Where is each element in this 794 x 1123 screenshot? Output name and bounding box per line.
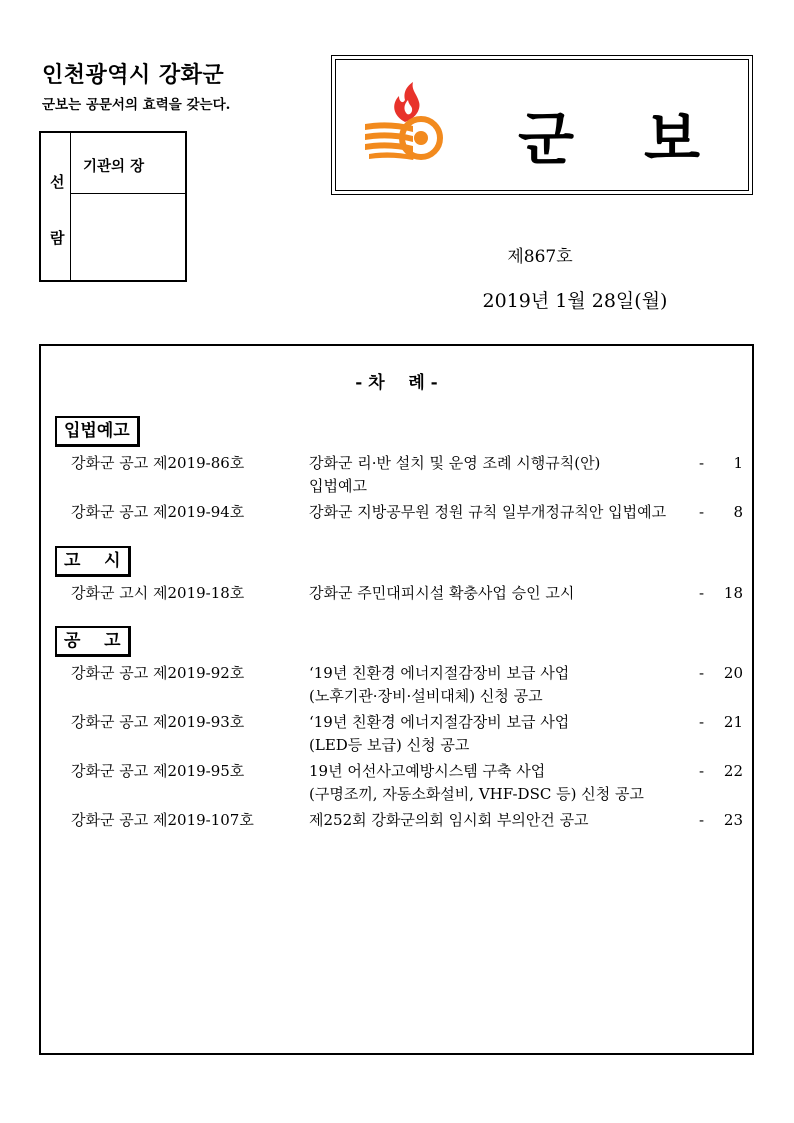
entry-title-line: 19년 어선사고예방시스템 구축 사업	[309, 762, 546, 780]
issue-number: 제867호	[507, 247, 573, 267]
toc-heading: - 차 례 -	[355, 373, 438, 393]
entry-title-line: ‘19년 친환경 에너지절감장비 보급 사업	[309, 664, 570, 682]
entry-number: 강화군 공고 제2019-94호	[71, 503, 245, 521]
entry-title-line: 강화군 주민대피시설 확충사업 승인 고시	[309, 584, 575, 602]
entry-page: 23	[723, 811, 743, 829]
entry-leader: -	[699, 584, 705, 602]
entry-number: 강화군 공고 제2019-107호	[71, 811, 254, 829]
entry-title-line: 강화군 지방공무원 정원 규칙 일부개정규칙안 입법예고	[309, 503, 667, 521]
entry-number: 강화군 고시 제2019-18호	[71, 584, 245, 602]
entry-leader: -	[699, 713, 705, 731]
entry-page: 1	[733, 454, 743, 472]
entry-title-line: 제252회 강화군의회 임시회 부의안건 공고	[309, 811, 589, 829]
review-label-2: 람	[50, 229, 65, 247]
entry-leader: -	[699, 664, 705, 682]
review-box	[39, 131, 187, 282]
entry-page: 8	[733, 503, 743, 521]
entry-number: 강화군 공고 제2019-93호	[71, 713, 245, 731]
review-box-divider	[70, 133, 71, 280]
entry-page: 22	[723, 762, 743, 780]
entry-title-line: (구명조끼, 자동소화설비, VHF-DSC 등) 신청 공고	[309, 785, 644, 803]
review-box-heading: 기관의 장	[83, 158, 145, 175]
entry-leader: -	[699, 454, 705, 472]
section-label: 입법예고	[55, 416, 140, 447]
banner-inner-frame	[335, 59, 771, 191]
entry-page: 18	[723, 584, 743, 602]
entry-title-line: 강화군 리·반 설치 및 운영 조례 시행규칙(안)	[309, 454, 601, 472]
entry-number: 강화군 공고 제2019-86호	[71, 454, 245, 472]
entry-title-line: (LED등 보급) 신청 공고	[309, 736, 470, 754]
entry-leader: -	[699, 762, 705, 780]
review-box-divider	[70, 193, 185, 194]
gangwha-county-emblem-icon	[363, 82, 449, 168]
entry-number: 강화군 공고 제2019-95호	[71, 762, 245, 780]
entry-leader: -	[699, 811, 705, 829]
org-subtitle: 군보는 공문서의 효력을 갖는다.	[42, 97, 231, 113]
section-label: 고 시	[55, 546, 131, 577]
table-of-contents	[39, 344, 754, 1055]
section-label: 공 고	[55, 626, 131, 657]
entry-title-line: (노후기관·장비·설비대체) 신청 공고	[309, 687, 543, 705]
entry-page: 20	[723, 664, 743, 682]
entry-leader: -	[699, 503, 705, 521]
entry-page: 21	[723, 713, 743, 731]
entry-number: 강화군 공고 제2019-92호	[71, 664, 245, 682]
review-label-1: 선	[50, 173, 65, 191]
entry-title-line: 입법예고	[309, 477, 367, 495]
issue-date: 2019년 1월 28일(월)	[482, 290, 668, 312]
org-title: 인천광역시 강화군	[42, 63, 225, 88]
entry-title-line: ‘19년 친환경 에너지절감장비 보급 사업	[309, 713, 570, 731]
gazette-banner	[331, 55, 771, 195]
banner-title: 군보	[518, 105, 771, 173]
